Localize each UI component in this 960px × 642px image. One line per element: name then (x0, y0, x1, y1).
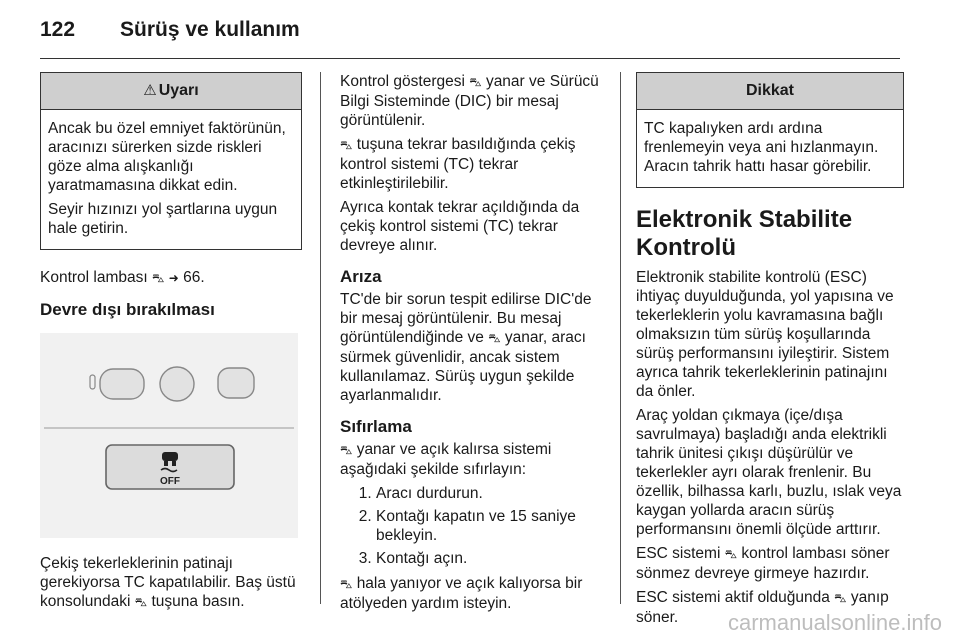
fault-text-a: TC'de bir sorun tespit edilirse DIC'de bir mesaj görüntülenir. Bu mesaj görüntülendiğinde ve (340, 291, 592, 346)
page-title: Sürüş ve kullanım (120, 18, 300, 41)
paragraph-indicator (340, 72, 606, 130)
caution-body: TC kapalıyken ardı ardına frenlemeyin veya ani hızlanmayın. Aracın tahrik hattı hasar görebilir. (644, 120, 879, 175)
warning-box-title: Uyarı (158, 82, 199, 99)
list-item: 3. Kontağı açın. (376, 549, 606, 568)
disable-text-b: tuşuna basın. (151, 593, 245, 610)
page-ref-link[interactable]: 66. (183, 269, 205, 286)
paragraph-disable-tc (40, 554, 302, 612)
esc-ready-text-b: kontrol lambası söner sönmez devreye girmeye hazırdır. (636, 545, 890, 582)
caution-box-title: Dikkat (637, 73, 903, 110)
page-number: 122 (40, 18, 76, 41)
column-1 (40, 72, 302, 617)
column-divider-1 (320, 72, 321, 604)
console-button-figure (40, 333, 298, 538)
paragraph-reset-outro (340, 574, 606, 613)
page-ref-arrow-icon: ➜ (168, 271, 179, 285)
column-3 (636, 72, 904, 632)
paragraph-esc-2: Araç yoldan çıkmaya (içe/dışa savrulmaya) başladığı anda elektrikli tahrik ünitesi çıkışı düşürülür ve tekerlekler ayrı olarak frenlenir. Bu özellik, bilhassa karlı, buzlu, ıslak veya kaygan yollarda aracın sürüş performansını önemli ölçüde arttırır. (636, 407, 902, 538)
paragraph-esc-1: Elektronik stabilite kontrolü (ESC) ihtiyaç duyulduğunda, yol yapısına ve tekerleklerin yolu kavramasına bağlı olmaksızın tüm sürüş koşullarında sürüş performansını iyileştirir. Sistem ayrıca tahrik tekerleklerinin patinajını da önler. (636, 269, 894, 400)
list-item: 1. Aracı durdurun. (376, 484, 606, 503)
warning-box (40, 72, 302, 250)
traction-control-icon: ⛍ (340, 138, 353, 152)
indicator-line (40, 268, 302, 288)
section-title-deactivation: Devre dışı bırakılması (40, 300, 215, 319)
reset-intro-text: yanar ve açık kalırsa sistemi aşağıdaki şekilde sıfırlayın: (340, 441, 552, 478)
esc-ready-text-a: ESC sistemi (636, 545, 721, 562)
traction-control-icon: ⛍ (152, 271, 165, 285)
reset-steps-list (340, 484, 606, 568)
indicator-text: Kontrol lambası (40, 269, 148, 286)
section-title-reset: Sıfırlama (340, 417, 412, 436)
caution-box (636, 72, 904, 188)
reactivate-text: tuşuna tekrar basıldığında çekiş kontrol sistemi (TC) tekrar etkinleştirilebilir. (340, 136, 576, 192)
indicator-text-a: Kontrol göstergesi (340, 73, 465, 90)
paragraph-reset-intro (340, 440, 606, 479)
traction-control-icon: ⛍ (134, 595, 148, 609)
fault-text-b: yanar, aracı sürmek güvenlidir, ancak sistem kullanılamaz. Sürüş uygun şekilde ayarlanmalıdır. (340, 329, 586, 404)
traction-control-icon: ⛍ (724, 547, 738, 561)
traction-control-icon: ⛍ (488, 331, 501, 345)
reset-outro-text: hala yanıyor ve açık kalıyorsa bir atölyeden yardım isteyin. (340, 575, 583, 612)
console-illustration (40, 333, 298, 538)
traction-control-icon: ⛍ (340, 443, 353, 457)
section-title-fault: Arıza (340, 267, 382, 286)
column-divider-2 (620, 72, 621, 604)
column-2 (340, 72, 606, 618)
warning-triangle-icon: ⚠ (143, 82, 157, 99)
warning-box-header (41, 73, 301, 110)
tc-off-indicator-icon: ⛍ (469, 75, 482, 89)
header-rule (40, 58, 900, 59)
paragraph-esc-3 (636, 544, 904, 583)
watermark: carmanualsonline.info (727, 610, 942, 635)
disable-text-a: Çekiş tekerleklerinin patinajı gerekiyorsa TC kapatılabilir. Baş üstü konsolundaki (40, 555, 296, 610)
off-label: OFF (160, 476, 180, 487)
esc-active-text-a: ESC sistemi aktif olduğunda (636, 589, 830, 606)
paragraph-reactivate (340, 135, 606, 193)
list-item: 2. Kontağı kapatın ve 15 saniye bekleyin. (376, 507, 606, 545)
warning-paragraph-1: Ancak bu özel emniyet faktörünün, aracınızı sürerken sizde riskleri göze alma alışkanlığı yaratmamasına dikkat edin. (48, 120, 286, 194)
paragraph-ignition: Ayrıca kontak tekrar açıldığında da çekiş kontrol sistemi (TC) tekrar devreye alınır. (340, 199, 580, 254)
warning-paragraph-2: Seyir hızınızı yol şartlarına uygun hale getirin. (48, 201, 278, 237)
traction-control-icon: ⛍ (834, 591, 847, 605)
paragraph-fault (340, 290, 606, 405)
indicator-text-b: yanar ve Sürücü Bilgi Sisteminde (DIC) bir mesaj görüntülenir. (340, 73, 599, 129)
esc-active-text-b: yanıp söner. (636, 589, 889, 626)
page-header (40, 18, 300, 52)
section-title-esc: Elektronik Stabilite Kontrolü (636, 206, 853, 261)
traction-control-icon: ⛍ (340, 577, 353, 591)
